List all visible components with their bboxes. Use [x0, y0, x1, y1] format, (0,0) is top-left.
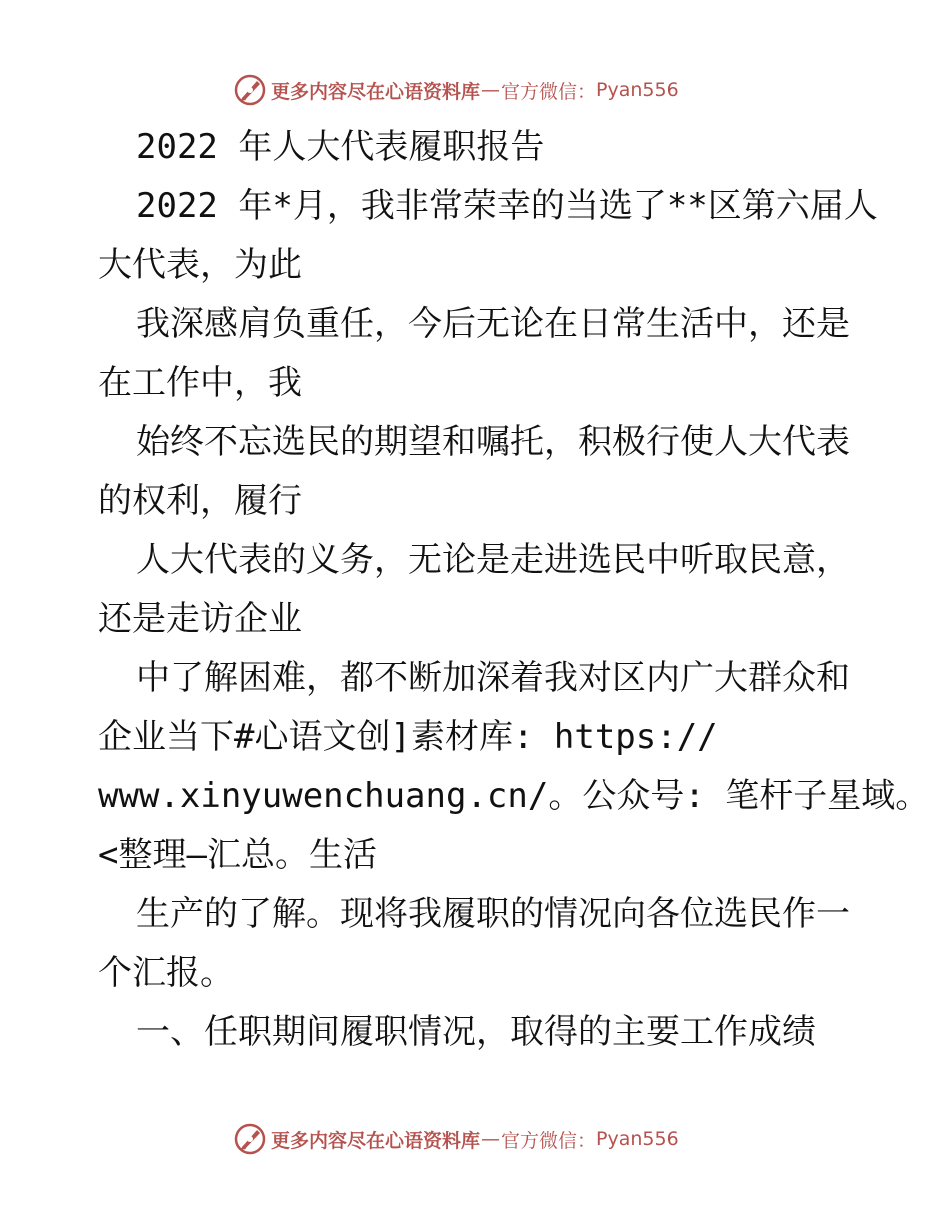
paragraph-line: 大代表，为此: [98, 245, 302, 285]
section-heading: 一、任职期间履职情况，取得的主要工作成绩: [136, 1012, 816, 1052]
paragraph-line: 人大代表的义务，无论是走进选民中听取民意，: [136, 540, 850, 580]
footer-watermark: [233, 1121, 713, 1157]
watermark-wechat-label: 官方微信：: [501, 80, 597, 103]
paragraph-line: 生产的了解。现将我履职的情况向各位选民作一: [136, 894, 850, 934]
paragraph-line: www.xinyuwenchuang.cn/。公众号: 笔杆子星域。: [98, 776, 930, 816]
watermark-wechat-id: Pyan556: [596, 79, 679, 101]
watermark-wechat-label: 官方微信：: [501, 1129, 597, 1152]
paragraph-line: 我深感肩负重任，今后无论在日常生活中，还是: [136, 304, 850, 344]
paragraph-line: 的权利，履行: [98, 481, 302, 521]
paragraph-line: 在工作中，我: [98, 363, 302, 403]
paragraph-line: 2022 年*月，我非常荣幸的当选了**区第六届人: [136, 186, 878, 226]
paragraph-line: 还是走访企业: [98, 599, 302, 639]
watermark-main-text: 更多内容尽在心语资料库: [271, 1129, 481, 1152]
paragraph-line: 始终不忘选民的期望和嘱托，积极行使人大代表: [136, 422, 850, 462]
watermark-wechat-id: Pyan556: [596, 1128, 679, 1150]
quill-pen-logo-icon: [233, 1122, 267, 1156]
document-title: 2022 年人大代表履职报告: [136, 127, 545, 167]
watermark-separator: —: [481, 1128, 501, 1150]
quill-pen-logo-icon: [233, 73, 267, 107]
paragraph-line: <整理—汇总。生活: [98, 835, 377, 875]
paragraph-line: 企业当下#心语文创]素材库: https://: [98, 717, 718, 757]
watermark-main-text: 更多内容尽在心语资料库: [271, 80, 481, 103]
paragraph-line: 个汇报。: [98, 953, 234, 993]
watermark-separator: —: [481, 79, 501, 101]
paragraph-line: 中了解困难，都不断加深着我对区内广大群众和: [136, 658, 850, 698]
header-watermark: [233, 72, 713, 108]
